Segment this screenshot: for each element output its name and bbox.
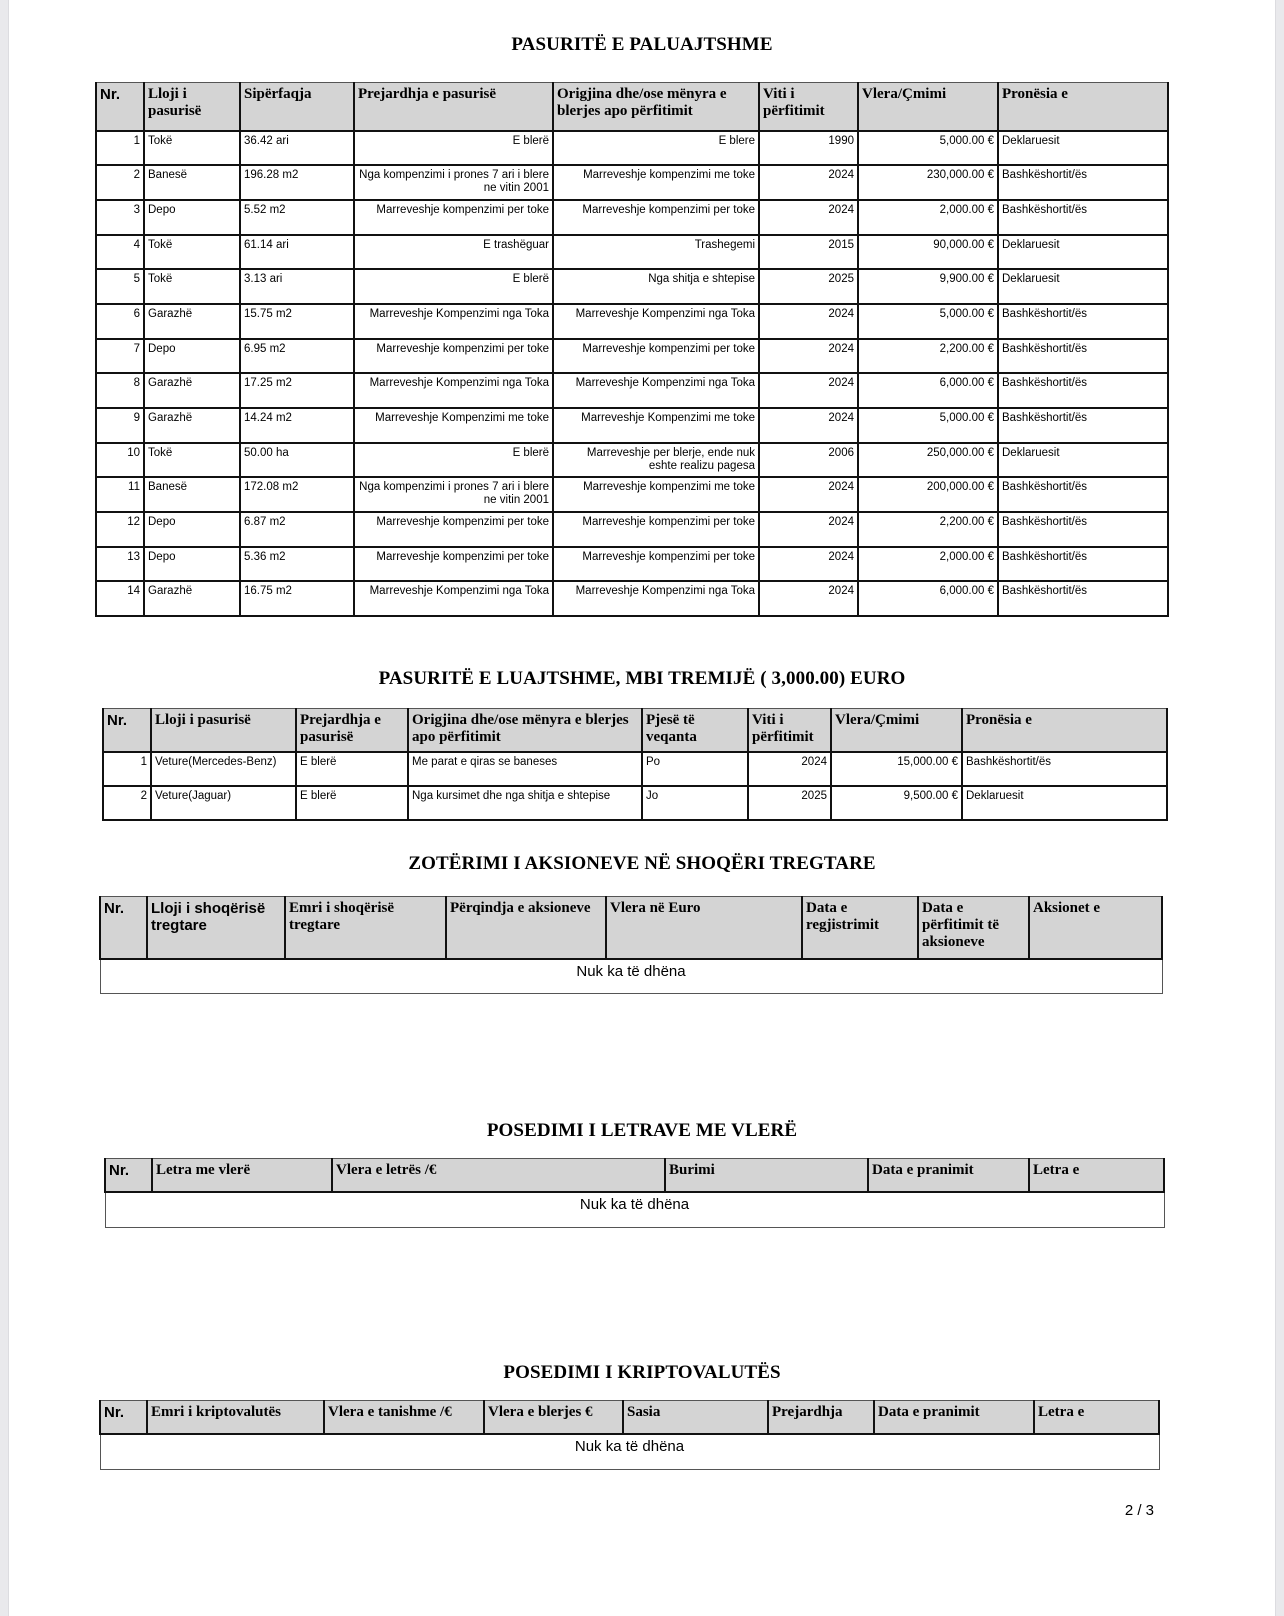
cell-method: Nga kursimet dhe nga shitja e shtepise xyxy=(408,786,642,820)
col-header: Nr. xyxy=(100,897,147,959)
col-header: Origjina dhe/ose mënyra e blerjes apo përfitimit xyxy=(553,83,759,131)
table-header-row xyxy=(100,1401,1159,1434)
cell-parts: Po xyxy=(642,752,748,786)
cell-origin: E blerë xyxy=(296,752,408,786)
cell-value: 6,000.00 € xyxy=(858,581,998,616)
table-row xyxy=(96,235,1168,270)
cell-value: 2,000.00 € xyxy=(858,200,998,235)
col-header: Nr. xyxy=(100,1401,147,1434)
page-number: 2 / 3 xyxy=(1124,1502,1154,1519)
shares-table xyxy=(99,896,1163,994)
cell-owner: Deklaruesit xyxy=(998,235,1168,270)
cell-owner: Deklaruesit xyxy=(998,443,1168,478)
col-header: Vlera/Çmimi xyxy=(831,709,962,752)
col-header: Emri i kriptovalutës xyxy=(147,1401,324,1434)
viewer-right-edge xyxy=(1275,0,1284,1616)
cell-nr: 7 xyxy=(96,339,144,374)
cell-nr: 1 xyxy=(103,752,151,786)
col-header: Nr. xyxy=(105,1159,152,1192)
cell-owner: Bashkëshortit/ës xyxy=(998,373,1168,408)
col-header: Prejardhja e pasurisë xyxy=(296,709,408,752)
table-row xyxy=(96,512,1168,547)
cell-year: 2024 xyxy=(759,547,858,582)
cell-year: 2024 xyxy=(759,581,858,616)
cell-origin: Marreveshje Kompenzimi me toke xyxy=(354,408,553,443)
cell-nr: 9 xyxy=(96,408,144,443)
cell-type: Garazhë xyxy=(144,581,240,616)
col-header: Pronësia e xyxy=(962,709,1167,752)
cell-method: E blere xyxy=(553,131,759,166)
cell-owner: Deklaruesit xyxy=(998,269,1168,304)
cell-origin: Marreveshje kompenzimi per toke xyxy=(354,512,553,547)
cell-type: Banesë xyxy=(144,165,240,200)
cell-origin: Marreveshje Kompenzimi nga Toka xyxy=(354,581,553,616)
cell-nr: 4 xyxy=(96,235,144,270)
cell-value: 2,000.00 € xyxy=(858,547,998,582)
cell-area: 16.75 m2 xyxy=(240,581,354,616)
table-row xyxy=(96,373,1168,408)
cell-type: Depo xyxy=(144,547,240,582)
col-header: Origjina dhe/ose mënyra e blerjes apo përfitimit xyxy=(408,709,642,752)
cell-value: 6,000.00 € xyxy=(858,373,998,408)
col-header: Nr. xyxy=(103,709,151,752)
crypto-title: POSEDIMI I KRIPTOVALUTËS xyxy=(503,1362,781,1383)
col-header: Sasia xyxy=(623,1401,768,1434)
cell-year: 2024 xyxy=(759,165,858,200)
cell-year: 2025 xyxy=(759,269,858,304)
cell-value: 5,000.00 € xyxy=(858,304,998,339)
col-header: Vlera/Çmimi xyxy=(858,83,998,131)
cell-nr: 12 xyxy=(96,512,144,547)
cell-nr: 11 xyxy=(96,477,144,512)
col-header: Prejardhja xyxy=(768,1401,874,1434)
cell-value: 2,200.00 € xyxy=(858,339,998,374)
movable-table xyxy=(102,708,1168,821)
cell-method: Marreveshje kompenzimi me toke xyxy=(553,477,759,512)
cell-area: 196.28 m2 xyxy=(240,165,354,200)
col-header: Burimi xyxy=(665,1159,868,1192)
cell-owner: Bashkëshortit/ës xyxy=(962,752,1167,786)
table-row xyxy=(96,131,1168,166)
col-header: Sipërfaqja xyxy=(240,83,354,131)
cell-origin: Marreveshje kompenzimi per toke xyxy=(354,200,553,235)
cell-year: 2025 xyxy=(748,786,831,820)
cell-year: 2024 xyxy=(759,477,858,512)
table-header-row xyxy=(96,83,1168,131)
cell-nr: 13 xyxy=(96,547,144,582)
cell-value: 9,900.00 € xyxy=(858,269,998,304)
empty-state: Nuk ka të dhëna xyxy=(100,1434,1159,1470)
table-row xyxy=(96,408,1168,443)
cell-origin: Marreveshje kompenzimi per toke xyxy=(354,339,553,374)
table-row xyxy=(96,165,1168,200)
cell-owner: Bashkëshortit/ës xyxy=(998,339,1168,374)
cell-area: 15.75 m2 xyxy=(240,304,354,339)
cell-owner: Bashkëshortit/ës xyxy=(998,477,1168,512)
cell-method: Trashegemi xyxy=(553,235,759,270)
table-row xyxy=(103,786,1167,820)
cell-area: 6.87 m2 xyxy=(240,512,354,547)
cell-type: Veture(Jaguar) xyxy=(151,786,296,820)
immovable-table xyxy=(95,82,1169,617)
securities-table xyxy=(104,1158,1165,1228)
securities-title: POSEDIMI I LETRAVE ME VLERË xyxy=(486,1120,798,1141)
cell-origin: E blerë xyxy=(354,443,553,478)
cell-value: 2,200.00 € xyxy=(858,512,998,547)
cell-area: 6.95 m2 xyxy=(240,339,354,374)
cell-origin: E trashëguar xyxy=(354,235,553,270)
cell-value: 9,500.00 € xyxy=(831,786,962,820)
cell-nr: 5 xyxy=(96,269,144,304)
empty-state: Nuk ka të dhëna xyxy=(105,1192,1164,1228)
cell-origin: Marreveshje Kompenzimi nga Toka xyxy=(354,304,553,339)
cell-owner: Bashkëshortit/ës xyxy=(998,408,1168,443)
cell-year: 2024 xyxy=(759,200,858,235)
cell-origin: Marreveshje Kompenzimi nga Toka xyxy=(354,373,553,408)
cell-type: Depo xyxy=(144,512,240,547)
cell-owner: Bashkëshortit/ës xyxy=(998,165,1168,200)
cell-value: 15,000.00 € xyxy=(831,752,962,786)
table-row xyxy=(96,339,1168,374)
cell-type: Depo xyxy=(144,339,240,374)
table-header-row xyxy=(103,709,1167,752)
cell-type: Garazhë xyxy=(144,373,240,408)
cell-origin: E blerë xyxy=(354,131,553,166)
cell-parts: Jo xyxy=(642,786,748,820)
col-header: Vlera në Euro xyxy=(606,897,802,959)
cell-owner: Bashkëshortit/ës xyxy=(998,304,1168,339)
cell-year: 2015 xyxy=(759,235,858,270)
col-header: Lloji i shoqërisë tregtare xyxy=(147,897,285,959)
col-header: Pronësia e xyxy=(998,83,1168,131)
col-header: Data e pranimit xyxy=(868,1159,1029,1192)
movable-title: PASURITË E LUAJTSHME, MBI TREMIJË ( 3,000.00) EURO xyxy=(378,668,906,689)
cell-area: 14.24 m2 xyxy=(240,408,354,443)
table-row xyxy=(96,443,1168,478)
cell-area: 5.52 m2 xyxy=(240,200,354,235)
col-header: Lloji i pasurisë xyxy=(144,83,240,131)
document-page xyxy=(10,0,1274,1616)
cell-area: 50.00 ha xyxy=(240,443,354,478)
cell-area: 36.42 ari xyxy=(240,131,354,166)
cell-value: 250,000.00 € xyxy=(858,443,998,478)
table-header-row xyxy=(100,897,1162,959)
cell-value: 230,000.00 € xyxy=(858,165,998,200)
table-header-row xyxy=(105,1159,1164,1192)
cell-area: 17.25 m2 xyxy=(240,373,354,408)
col-header: Vlera e tanishme /€ xyxy=(324,1401,484,1434)
cell-method: Marreveshje kompenzimi per toke xyxy=(553,512,759,547)
cell-year: 2024 xyxy=(759,512,858,547)
cell-nr: 2 xyxy=(96,165,144,200)
table-row xyxy=(96,547,1168,582)
table-row xyxy=(96,269,1168,304)
cell-method: Marreveshje kompenzimi per toke xyxy=(553,339,759,374)
cell-method: Marreveshje kompenzimi per toke xyxy=(553,200,759,235)
table-row xyxy=(96,581,1168,616)
cell-nr: 3 xyxy=(96,200,144,235)
cell-area: 61.14 ari xyxy=(240,235,354,270)
col-header: Viti i përfitimit xyxy=(748,709,831,752)
immovable-title: PASURITË E PALUAJTSHME xyxy=(511,34,773,55)
cell-year: 2024 xyxy=(759,304,858,339)
cell-method: Nga shitja e shtepise xyxy=(553,269,759,304)
viewer-left-edge xyxy=(0,0,9,1616)
cell-value: 200,000.00 € xyxy=(858,477,998,512)
cell-type: Tokë xyxy=(144,269,240,304)
cell-year: 2024 xyxy=(748,752,831,786)
col-header: Data e pranimit xyxy=(874,1401,1034,1434)
cell-nr: 1 xyxy=(96,131,144,166)
col-header: Aksionet e xyxy=(1029,897,1162,959)
cell-year: 2024 xyxy=(759,408,858,443)
cell-method: Marreveshje Kompenzimi me toke xyxy=(553,408,759,443)
cell-value: 5,000.00 € xyxy=(858,131,998,166)
cell-origin: E blerë xyxy=(354,269,553,304)
cell-type: Tokë xyxy=(144,235,240,270)
cell-owner: Bashkëshortit/ës xyxy=(998,547,1168,582)
cell-nr: 6 xyxy=(96,304,144,339)
cell-year: 2006 xyxy=(759,443,858,478)
empty-state: Nuk ka të dhëna xyxy=(100,959,1162,994)
col-header: Letra me vlerë xyxy=(152,1159,332,1192)
cell-value: 5,000.00 € xyxy=(858,408,998,443)
cell-area: 3.13 ari xyxy=(240,269,354,304)
col-header: Letra e xyxy=(1029,1159,1164,1192)
cell-method: Marreveshje Kompenzimi nga Toka xyxy=(553,373,759,408)
cell-nr: 2 xyxy=(103,786,151,820)
col-header: Letra e xyxy=(1034,1401,1159,1434)
col-header: Emri i shoqërisë tregtare xyxy=(285,897,446,959)
col-header: Përqindja e aksioneve xyxy=(446,897,606,959)
cell-owner: Deklaruesit xyxy=(998,131,1168,166)
cell-method: Marreveshje per blerje, ende nuk eshte realizu pagesa xyxy=(553,443,759,478)
table-row xyxy=(96,200,1168,235)
cell-method: Marreveshje Kompenzimi nga Toka xyxy=(553,581,759,616)
cell-method: Marreveshje Kompenzimi nga Toka xyxy=(553,304,759,339)
cell-type: Garazhë xyxy=(144,408,240,443)
cell-method: Marreveshje kompenzimi me toke xyxy=(553,165,759,200)
cell-type: Tokë xyxy=(144,131,240,166)
col-header: Lloji i pasurisë xyxy=(151,709,296,752)
table-row xyxy=(96,304,1168,339)
cell-type: Depo xyxy=(144,200,240,235)
cell-area: 5.36 m2 xyxy=(240,547,354,582)
cell-nr: 8 xyxy=(96,373,144,408)
cell-origin: E blerë xyxy=(296,786,408,820)
col-header: Vlera e letrës /€ xyxy=(332,1159,665,1192)
col-header: Nr. xyxy=(96,83,144,131)
cell-type: Garazhë xyxy=(144,304,240,339)
cell-owner: Bashkëshortit/ës xyxy=(998,200,1168,235)
cell-origin: Nga kompenzimi i prones 7 ari i blere ne vitin 2001 xyxy=(354,165,553,200)
cell-method: Me parat e qiras se baneses xyxy=(408,752,642,786)
cell-origin: Nga kompenzimi i prones 7 ari i blere ne vitin 2001 xyxy=(354,477,553,512)
col-header: Prejardhja e pasurisë xyxy=(354,83,553,131)
col-header: Vlera e blerjes € xyxy=(484,1401,623,1434)
table-row xyxy=(103,752,1167,786)
cell-type: Tokë xyxy=(144,443,240,478)
table-row xyxy=(96,477,1168,512)
cell-type: Veture(Mercedes-Benz) xyxy=(151,752,296,786)
cell-method: Marreveshje kompenzimi per toke xyxy=(553,547,759,582)
crypto-table xyxy=(99,1400,1160,1470)
cell-area: 172.08 m2 xyxy=(240,477,354,512)
col-header: Pjesë të veqanta xyxy=(642,709,748,752)
cell-owner: Bashkëshortit/ës xyxy=(998,512,1168,547)
cell-nr: 10 xyxy=(96,443,144,478)
col-header: Data e regjistrimit xyxy=(802,897,918,959)
cell-year: 1990 xyxy=(759,131,858,166)
cell-type: Banesë xyxy=(144,477,240,512)
cell-year: 2024 xyxy=(759,339,858,374)
cell-year: 2024 xyxy=(759,373,858,408)
cell-origin: Marreveshje kompenzimi per toke xyxy=(354,547,553,582)
cell-nr: 14 xyxy=(96,581,144,616)
cell-owner: Bashkëshortit/ës xyxy=(998,581,1168,616)
col-header: Viti i përfitimit xyxy=(759,83,858,131)
shares-title: ZOTËRIMI I AKSIONEVE NË SHOQËRI TREGTARE xyxy=(408,853,876,874)
cell-owner: Deklaruesit xyxy=(962,786,1167,820)
cell-value: 90,000.00 € xyxy=(858,235,998,270)
col-header: Data e përfitimit të aksioneve xyxy=(918,897,1029,959)
